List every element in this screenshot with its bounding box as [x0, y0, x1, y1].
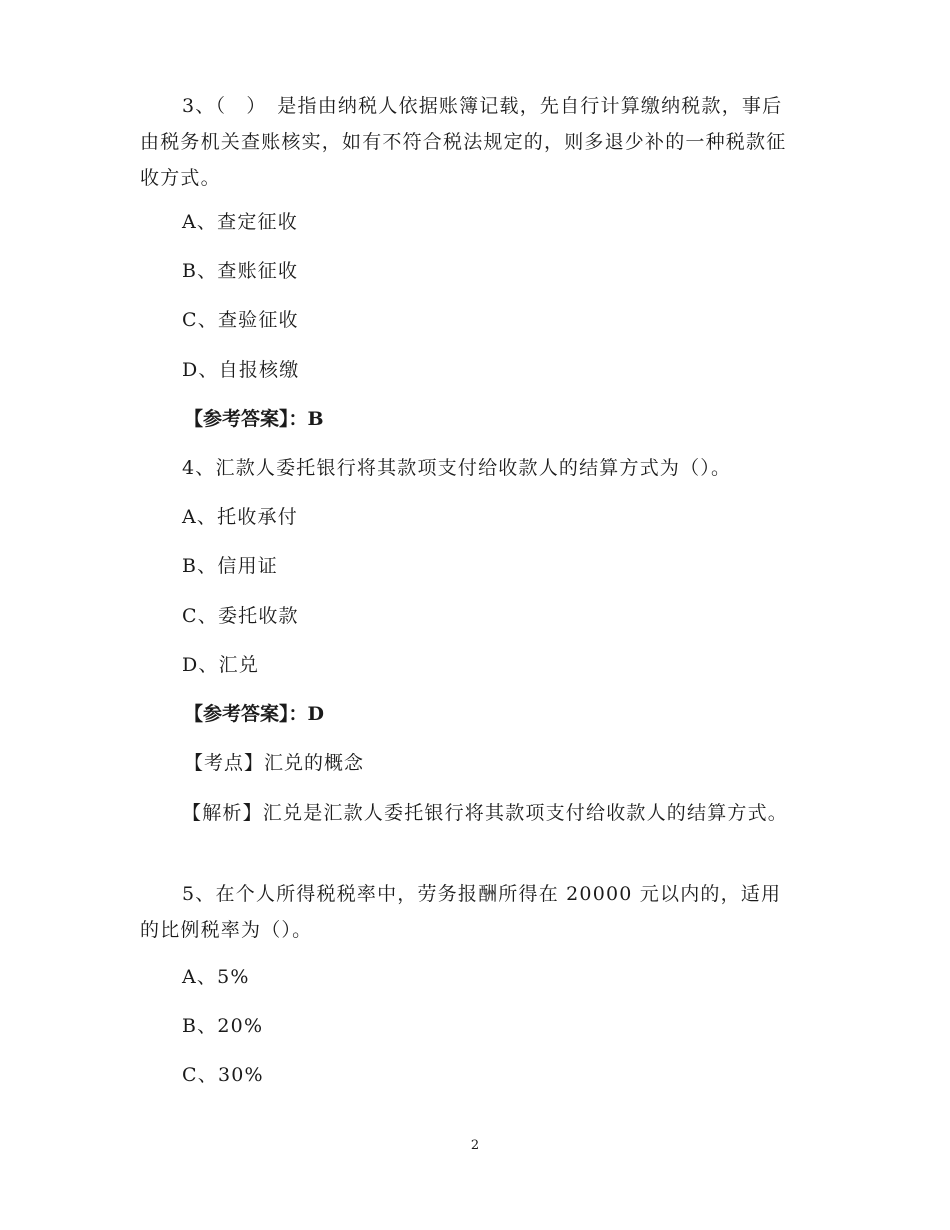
page-number: 2: [470, 1138, 480, 1153]
question-5-option-c: C、30%: [182, 1064, 264, 1086]
question-4-point: 【考点】汇兑的概念: [184, 752, 365, 774]
question-4-stem: 4、汇款人委托银行将其款项支付给收款人的结算方式为（）。: [182, 457, 732, 479]
question-5-option-b: B、20%: [182, 1015, 264, 1037]
question-3-stem: 3、（ ） 是指由纳税人依据账簿记载，先自行计算缴纳税款，事后由税务机关查账核实，如有不符合税法规定的，则多退少补的一种税款征收方式。: [140, 95, 787, 189]
question-4-option-c: C、委托收款: [182, 605, 299, 627]
question-3-option-b: B、查账征收: [182, 260, 299, 282]
question-3-answer: 【参考答案】：B: [184, 408, 324, 430]
question-4-option-b: B、信用证: [182, 555, 278, 577]
question-4-option-a: A、托收承付: [182, 506, 298, 528]
question-4-analysis: 【解析】汇兑是汇款人委托银行将其款项支付给收款人的结算方式。: [182, 802, 789, 824]
question-5-option-a: A、5%: [182, 966, 250, 988]
question-3-option-d: D、自报核缴: [182, 359, 300, 381]
question-4-option-d: D、汇兑: [182, 654, 260, 676]
question-3-option-a: A、查定征收: [182, 211, 298, 233]
question-3-option-c: C、查验征收: [182, 309, 299, 331]
question-4-answer: 【参考答案】：D: [184, 703, 324, 725]
question-5-stem: 5、在个人所得税税率中，劳务报酬所得在 20000 元以内的，适用的比例税率为（）。: [140, 883, 782, 941]
